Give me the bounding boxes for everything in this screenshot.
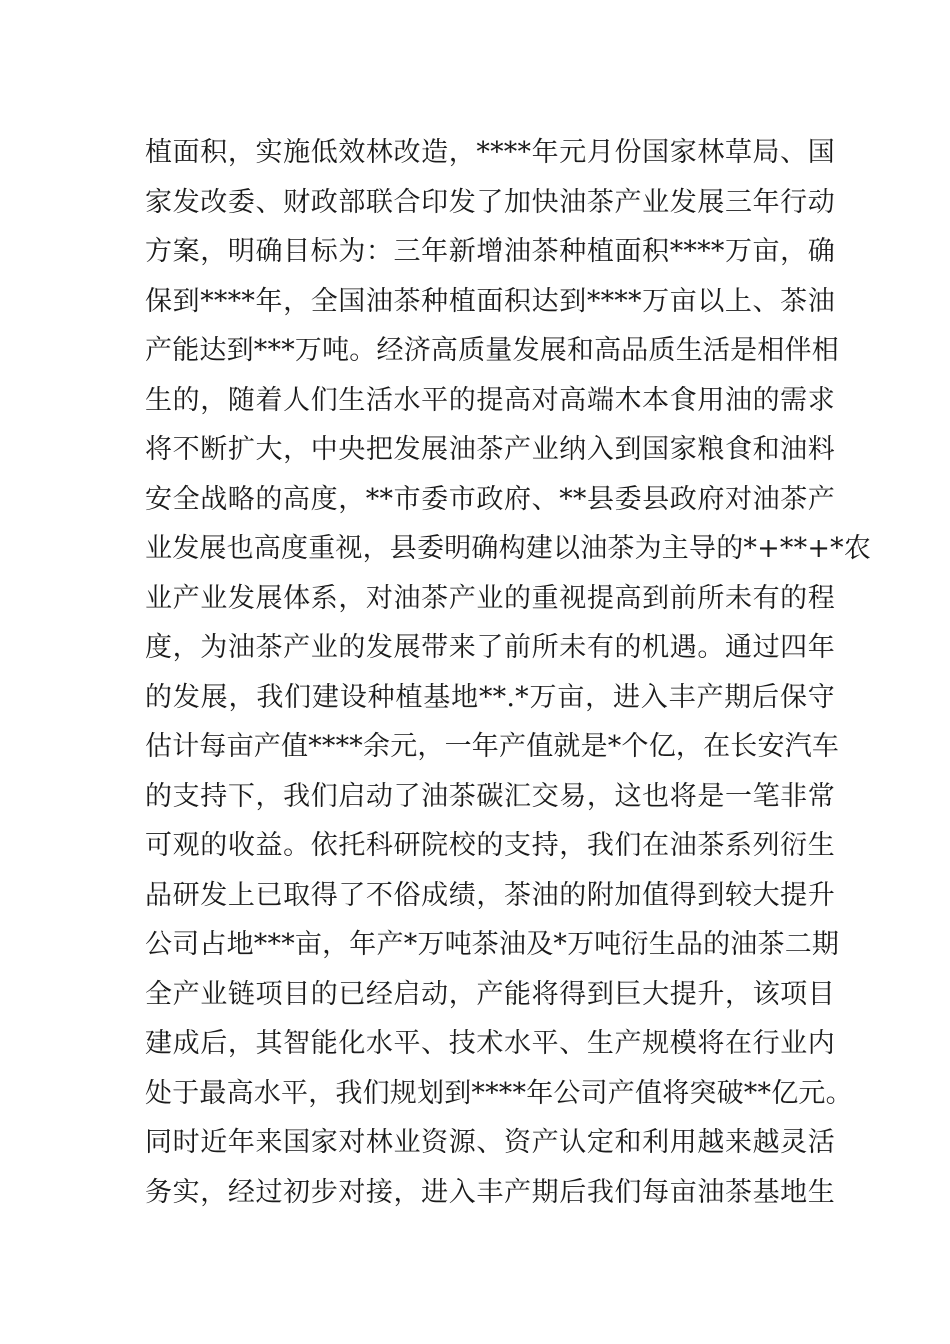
- text-line: 业产业发展体系，对油茶产业的重视提高到前所未有的程: [145, 582, 835, 614]
- text-line: 家发改委、财政部联合印发了加快油茶产业发展三年行动: [145, 186, 835, 218]
- text-line: 安全战略的高度，**市委市政府、**县委县政府对油茶产: [145, 483, 835, 515]
- body-text: [145, 128, 872, 1217]
- text-line: 保到****年，全国油茶种植面积达到****万亩以上、茶油: [145, 285, 835, 317]
- text-line: 植面积，实施低效林改造，****年元月份国家林草局、国: [145, 137, 835, 168]
- text-line: 公司占地***亩，年产*万吨茶油及*万吨衍生品的油茶二期: [145, 929, 840, 960]
- text-line: 可观的收益。依托科研院校的支持，我们在油茶系列衍生: [145, 830, 835, 861]
- text-line: 全产业链项目的已经启动，产能将得到巨大提升，该项目: [145, 978, 835, 1010]
- text-line: 估计每亩产值****余元，一年产值就是*个亿，在长安汽车: [145, 731, 840, 762]
- text-line: 务实，经过初步对接，进入丰产期后我们每亩油茶基地生: [145, 1176, 835, 1208]
- text-line: 将不断扩大，中央把发展油茶产业纳入到国家粮食和油料: [145, 434, 835, 465]
- text-line: 建成后，其智能化水平、技术水平、生产规模将在行业内: [145, 1028, 835, 1059]
- text-line: 生的，随着人们生活水平的提高对高端木本食用油的需求: [145, 384, 835, 416]
- text-line: 方案，明确目标为：三年新增油茶种植面积****万亩，确: [145, 236, 835, 267]
- text-line: 的支持下，我们启动了油茶碳汇交易，这也将是一笔非常: [145, 780, 835, 812]
- text-line: 度，为油茶产业的发展带来了前所未有的机遇。通过四年: [145, 632, 835, 663]
- text-line: 品研发上已取得了不俗成绩，茶油的附加值得到较大提升: [145, 879, 835, 911]
- text-line: 的发展，我们建设种植基地**.*万亩，进入丰产期后保守: [145, 681, 835, 713]
- text-line: 同时近年来国家对林业资源、资产认定和利用越来越灵活: [145, 1127, 835, 1158]
- text-line: 业发展也高度重视，县委明确构建以油茶为主导的*+**+*农: [145, 533, 872, 564]
- text-line: 产能达到***万吨。经济高质量发展和高品质生活是相伴相: [145, 335, 839, 366]
- text-line: 处于最高水平，我们规划到****年公司产值将突破**亿元。: [145, 1077, 853, 1109]
